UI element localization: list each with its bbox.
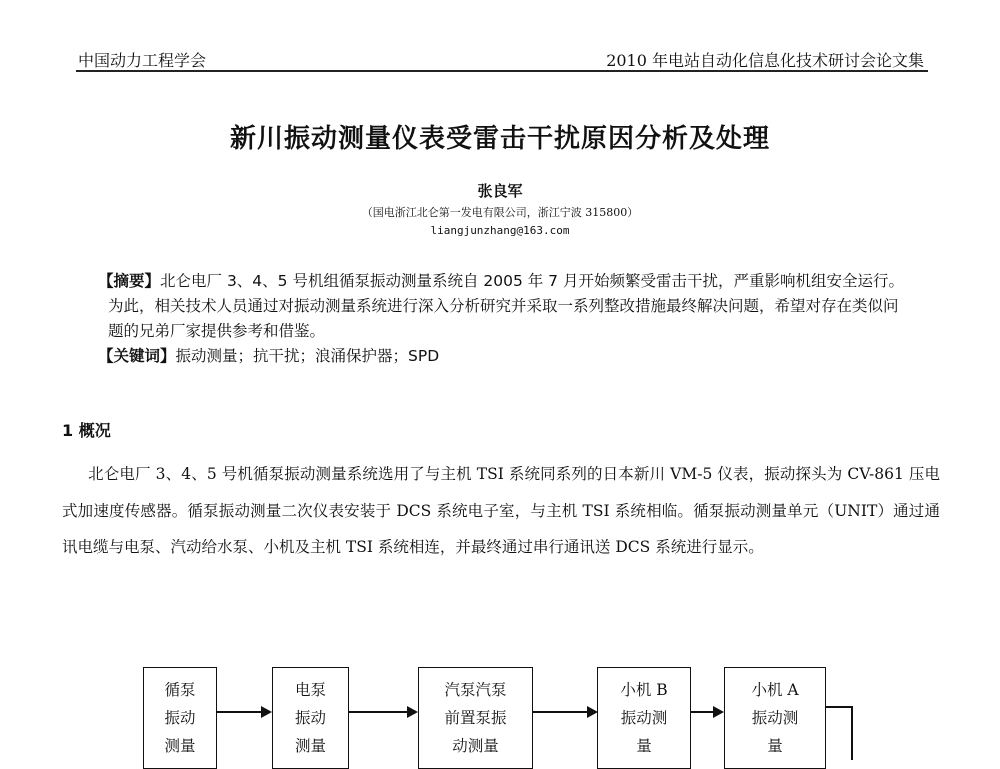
section-paragraph <box>62 456 940 566</box>
header-proceedings: 2010 年电站自动化信息化技术研讨会论文集 <box>606 51 924 70</box>
section-heading: 1 概况 <box>62 421 111 440</box>
author-name: 张良军 <box>477 182 523 200</box>
author-affiliation: （国电浙江北仑第一发电有限公司，浙江宁波 315800） <box>361 206 639 219</box>
diagram-box-circ-pump: 循泵 振动 测量 <box>143 667 217 769</box>
keywords-paragraph <box>98 344 910 369</box>
diagram-arrow <box>690 711 714 713</box>
running-header <box>76 46 928 72</box>
abstract-label: 【摘要】 <box>98 272 161 290</box>
keywords-label: 【关键词】 <box>98 347 176 365</box>
header-society: 中国动力工程学会 <box>78 51 207 70</box>
arrow-head-icon <box>407 706 418 718</box>
abstract-paragraph <box>98 269 910 344</box>
section-paragraph-text: 北仑电厂 3、4、5 号机循泵振动测量系统选用了与主机 TSI 系统同系列的日本新川 VM-5 仪表，振动探头为 CV-861 压电式加速度传感器。循泵振动测量二次仪表安装于 DCS 系统电子室，与主机 TSI 系统相临。循泵振动测量单元（UNIT）通过通讯电缆与电泵、汽动给水泵、小机及主机 TSI 系统相连，并最终通过串行通讯送 DCS 系统进行显示。 <box>62 465 940 556</box>
abstract-text: 北仑电厂 3、4、5 号机组循泵振动测量系统自 2005 年 7 月开始频繁受雷击干扰，严重影响机组安全运行。为此，相关技术人员通过对振动测量系统进行深入分析研究并采取一系列整改措施最终解决问题，希望对存在类似问题的兄弟厂家提供参考和借鉴。 <box>108 272 904 340</box>
diagram-connector <box>825 706 853 708</box>
diagram-connector-vertical <box>851 706 853 760</box>
arrow-head-icon <box>261 706 272 718</box>
diagram-box-small-turbine-b: 小机 B 振动测 量 <box>597 667 691 769</box>
diagram-box-elec-pump: 电泵 振动 测量 <box>272 667 349 769</box>
author-email: liangjunzhang@163.com <box>430 224 570 237</box>
keywords-text: 振动测量；抗干扰；浪涌保护器；SPD <box>175 347 440 365</box>
diagram-arrow <box>348 711 408 713</box>
arrow-head-icon <box>713 706 724 718</box>
diagram-arrow <box>532 711 588 713</box>
diagram-arrow <box>216 711 262 713</box>
diagram-box-steam-pump: 汽泵汽泵 前置泵振 动测量 <box>418 667 533 769</box>
paper-title: 新川振动测量仪表受雷击干扰原因分析及处理 <box>229 124 770 154</box>
abstract-block <box>98 269 910 369</box>
diagram-box-small-turbine-a: 小机 A 振动测 量 <box>724 667 826 769</box>
